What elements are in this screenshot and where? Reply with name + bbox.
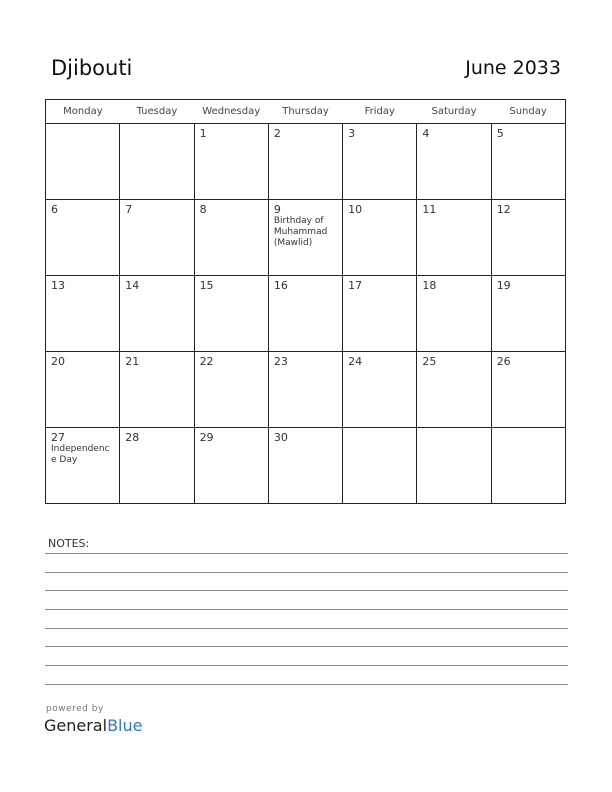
day-cell xyxy=(343,276,417,352)
day-number: 23 xyxy=(273,355,288,368)
day-number: 2 xyxy=(273,127,281,140)
day-cell xyxy=(268,276,342,352)
day-number: 30 xyxy=(273,431,288,444)
day-number: 14 xyxy=(125,279,140,292)
day-cell xyxy=(491,200,565,276)
notes-line xyxy=(45,572,568,573)
day-cell xyxy=(491,124,565,200)
day-cell xyxy=(491,352,565,428)
day-number: 10 xyxy=(348,203,363,216)
day-number: 12 xyxy=(496,203,511,216)
weekday-header: Saturday xyxy=(417,100,491,124)
day-number: 18 xyxy=(422,279,437,292)
day-cell xyxy=(343,428,417,504)
powered-by-text: powered by xyxy=(46,704,104,714)
notes-line xyxy=(45,665,568,666)
notes-line xyxy=(45,684,568,685)
day-cell xyxy=(417,200,491,276)
day-number: 16 xyxy=(273,279,288,292)
day-cell xyxy=(268,200,342,276)
day-cell xyxy=(194,200,268,276)
day-number: 9 xyxy=(273,203,281,216)
generalblue-logo xyxy=(44,716,142,735)
holiday-event: Independence Day xyxy=(51,444,110,465)
day-cell xyxy=(491,276,565,352)
notes-line xyxy=(45,609,568,610)
day-cell xyxy=(268,124,342,200)
day-cell xyxy=(417,124,491,200)
day-cell xyxy=(417,352,491,428)
calendar-grid xyxy=(45,99,566,504)
weekday-header: Wednesday xyxy=(194,100,268,124)
day-number: 1 xyxy=(199,127,207,140)
day-number: 28 xyxy=(125,431,140,444)
day-number: 22 xyxy=(199,355,214,368)
day-number: 24 xyxy=(348,355,363,368)
weekday-header-row xyxy=(46,100,566,124)
notes-line xyxy=(45,590,568,591)
day-cell xyxy=(343,352,417,428)
day-number: 11 xyxy=(422,203,437,216)
week-row xyxy=(46,200,566,276)
notes-line xyxy=(45,646,568,647)
day-number: 6 xyxy=(51,203,58,216)
day-cell xyxy=(46,200,120,276)
day-cell xyxy=(120,352,194,428)
day-cell xyxy=(194,276,268,352)
day-cell xyxy=(120,276,194,352)
day-number: 27 xyxy=(51,431,65,444)
weekday-header: Monday xyxy=(46,100,120,124)
day-number: 17 xyxy=(348,279,363,292)
day-number: 20 xyxy=(51,355,65,368)
day-number: 26 xyxy=(496,355,511,368)
day-number: 7 xyxy=(125,203,133,216)
day-cell xyxy=(491,428,565,504)
day-cell xyxy=(46,276,120,352)
week-row xyxy=(46,276,566,352)
weekday-header: Tuesday xyxy=(120,100,194,124)
day-number: 5 xyxy=(496,127,504,140)
holiday-event: Birthday of Muhammad (Mawlid) xyxy=(273,216,328,248)
day-cell xyxy=(46,124,120,200)
day-cell xyxy=(120,124,194,200)
week-row xyxy=(46,428,566,504)
day-cell xyxy=(46,352,120,428)
day-number: 15 xyxy=(199,279,214,292)
day-number: 19 xyxy=(496,279,511,292)
day-number: 25 xyxy=(422,355,437,368)
day-cell xyxy=(194,428,268,504)
week-row xyxy=(46,124,566,200)
day-cell xyxy=(417,428,491,504)
day-cell xyxy=(194,352,268,428)
brand-general: General xyxy=(44,716,108,735)
weekday-header: Thursday xyxy=(268,100,342,124)
day-number: 4 xyxy=(422,127,430,140)
day-cell xyxy=(268,428,342,504)
day-cell xyxy=(417,276,491,352)
notes-label: NOTES: xyxy=(48,537,90,550)
day-cell xyxy=(343,124,417,200)
day-cell xyxy=(120,428,194,504)
day-cell xyxy=(268,352,342,428)
day-cell xyxy=(120,200,194,276)
day-cell xyxy=(46,428,120,504)
day-cell xyxy=(194,124,268,200)
notes-line xyxy=(45,628,568,629)
day-cell xyxy=(343,200,417,276)
day-number: 13 xyxy=(51,279,65,292)
day-number: 3 xyxy=(348,127,356,140)
notes-line xyxy=(45,553,568,554)
weekday-header: Friday xyxy=(343,100,417,124)
brand-blue: Blue xyxy=(107,716,143,735)
weekday-header: Sunday xyxy=(491,100,565,124)
day-number: 21 xyxy=(125,355,140,368)
day-number: 29 xyxy=(199,431,214,444)
week-row xyxy=(46,352,566,428)
country-title: Djibouti xyxy=(51,56,133,80)
month-year-title: June 2033 xyxy=(465,57,561,79)
day-number: 8 xyxy=(199,203,207,216)
